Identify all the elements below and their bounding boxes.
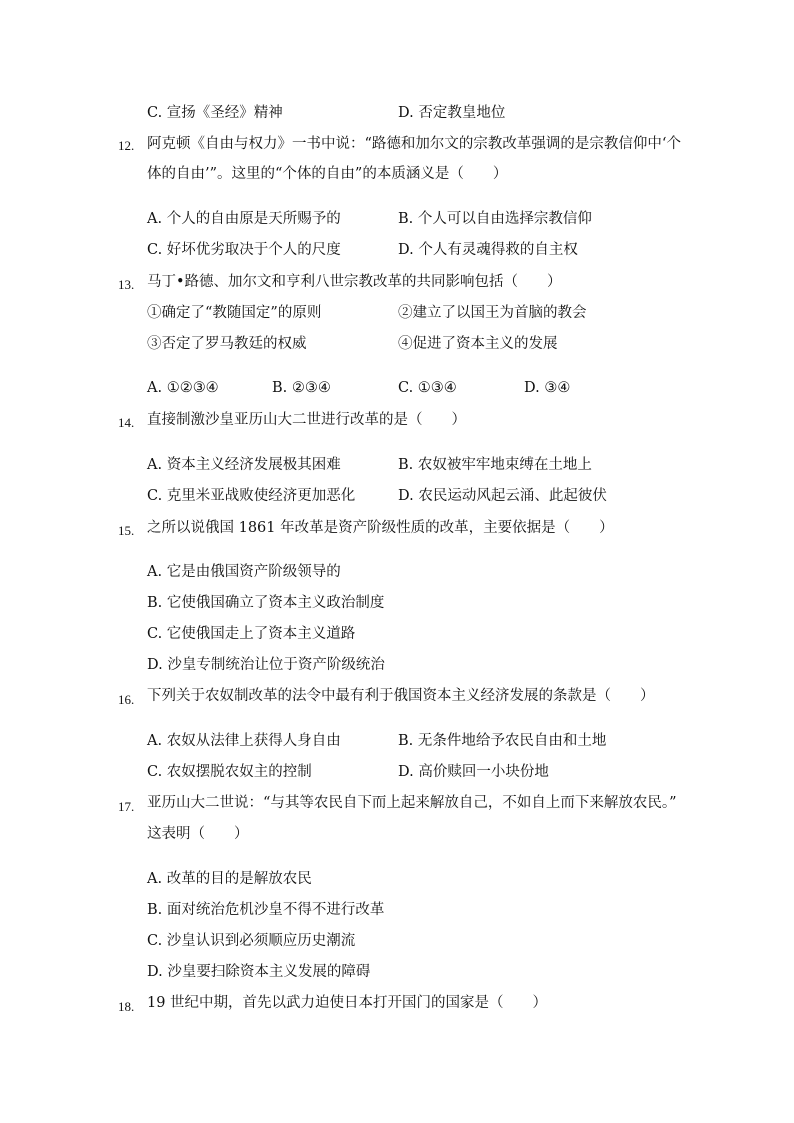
q14-option-c: C. 克里米亚战败使经济更加恶化 bbox=[147, 488, 356, 504]
q13-item-3: ③否定了罗马教廷的权威 bbox=[147, 336, 307, 352]
q13-option-c: C. ①③④ bbox=[398, 380, 457, 396]
q13-item-1: ①确定了“教随国定”的原则 bbox=[147, 305, 322, 321]
q17-number: 17. bbox=[118, 799, 135, 814]
q14-option-a: A. 资本主义经济发展极其困难 bbox=[147, 457, 341, 473]
q14-stem: 直接制激沙皇亚历山大二世进行改革的是（ ） bbox=[147, 412, 466, 428]
q17-option-d: D. 沙皇要扫除资本主义发展的障碍 bbox=[147, 964, 371, 980]
q12-number: 12. bbox=[118, 138, 135, 153]
q15-stem: 之所以说俄国 1861 年改革是资产阶级性质的改革，主要依据是（ ） bbox=[147, 520, 614, 536]
q13-number: 13. bbox=[118, 277, 135, 292]
q17-stem-line1: 亚历山大二世说：“与其等农民自下而上起来解放自己，不如自上而下来解放农民。” bbox=[147, 795, 677, 811]
q17-option-c: C. 沙皇认识到必须顺应历史潮流 bbox=[147, 933, 356, 949]
q11-option-c: C. 宣扬《圣经》精神 bbox=[147, 105, 283, 121]
q12-option-d: D. 个人有灵魂得救的自主权 bbox=[398, 242, 578, 258]
q12-stem-line1: 阿克顿《自由与权力》一书中说：“路德和加尔文的宗教改革强调的是宗教信仰中‘个 bbox=[147, 136, 682, 152]
q18-stem: 19 世纪中期，首先以武力迫使日本打开国门的国家是（ ） bbox=[147, 995, 548, 1011]
q15-option-b: B. 它使俄国确立了资本主义政治制度 bbox=[147, 595, 385, 611]
q12-option-a: A. 个人的自由原是天所赐予的 bbox=[147, 211, 341, 227]
q16-stem: 下列关于农奴制改革的法令中最有利于俄国资本主义经济发展的条款是（ ） bbox=[147, 688, 655, 704]
q18-number: 18. bbox=[118, 999, 135, 1014]
q17-stem-line2: 这表明（ ） bbox=[147, 826, 249, 842]
q17-option-b: B. 面对统治危机沙皇不得不进行改革 bbox=[147, 902, 385, 918]
q16-option-c: C. 农奴摆脱农奴主的控制 bbox=[147, 764, 312, 780]
q12-option-c: C. 好坏优劣取决于个人的尺度 bbox=[147, 242, 341, 258]
q15-number: 15. bbox=[118, 523, 135, 538]
q13-stem: 马丁•路德、加尔文和亨利八世宗教改革的共同影响包括（ ） bbox=[147, 274, 562, 290]
q16-option-a: A. 农奴从法律上获得人身自由 bbox=[147, 733, 341, 749]
q14-option-b: B. 农奴被牢牢地束缚在土地上 bbox=[398, 457, 592, 473]
q16-number: 16. bbox=[118, 692, 135, 707]
q13-item-4: ④促进了资本主义的发展 bbox=[398, 336, 558, 352]
q12-option-b: B. 个人可以自由选择宗教信仰 bbox=[398, 211, 592, 227]
q16-option-b: B. 无条件地给予农民自由和土地 bbox=[398, 733, 607, 749]
q16-option-d: D. 高价赎回一小块份地 bbox=[398, 764, 549, 780]
q13-option-b: B. ②③④ bbox=[272, 380, 331, 396]
q13-item-2: ②建立了以国王为首脑的教会 bbox=[398, 305, 587, 321]
q15-option-a: A. 它是由俄国资产阶级领导的 bbox=[147, 564, 341, 580]
q13-option-a: A. ①②③④ bbox=[147, 380, 219, 396]
q13-option-d: D. ③④ bbox=[524, 380, 571, 396]
q12-stem-line2: 体的自由’”。这里的“个体的自由”的本质涵义是（ ） bbox=[147, 166, 508, 182]
q17-option-a: A. 改革的目的是解放农民 bbox=[147, 871, 312, 887]
q11-option-d: D. 否定教皇地位 bbox=[398, 105, 506, 121]
q15-option-d: D. 沙皇专制统治让位于资产阶级统治 bbox=[147, 657, 385, 673]
q14-option-d: D. 农民运动风起云涌、此起彼伏 bbox=[398, 488, 607, 504]
q14-number: 14. bbox=[118, 415, 135, 430]
q15-option-c: C. 它使俄国走上了资本主义道路 bbox=[147, 626, 356, 642]
